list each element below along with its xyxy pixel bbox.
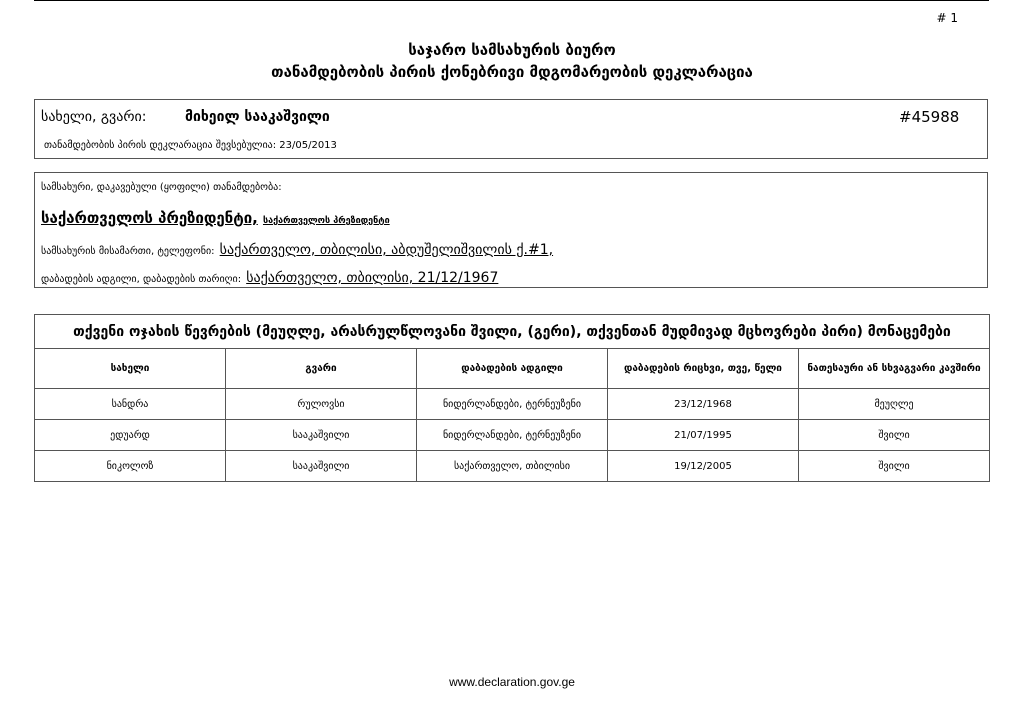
table-cell: შვილი [799, 451, 990, 482]
address-line [41, 239, 553, 258]
column-header: სახელი [35, 349, 226, 389]
footer-url: www.declaration.gov.ge [449, 675, 575, 689]
name-label: სახელი, გვარი: [41, 109, 147, 125]
table-cell: 23/12/1968 [608, 389, 799, 420]
table-cell: შვილი [799, 420, 990, 451]
table-cell: საქართველო, თბილისი [417, 451, 608, 482]
column-header: ნათესაური ან სხვაგვარი კავშირი [799, 349, 990, 389]
birth-line [41, 267, 498, 286]
family-table-caption: თქვენი ოჯახის წევრების (მეუღლე, არასრულწლოვანი შვილი, (გერი), თქვენთან მუდმივად მცხოვრები პირი) მონაცემები [35, 315, 990, 349]
declaration-number: #45988 [899, 108, 960, 126]
employment-box [34, 172, 988, 288]
table-cell: რულოვსი [226, 389, 417, 420]
filled-date: 23/05/2013 [279, 140, 337, 151]
address-label: სამსახურის მისამართი, ტელეფონი: [41, 246, 215, 257]
filled-date-label: თანამდებობის პირის დეკლარაცია შევსებულია: [44, 140, 277, 151]
table-cell: 21/07/1995 [608, 420, 799, 451]
table-cell: ედუარდ [35, 420, 226, 451]
table-cell: ნიდერლანდები, ტერნეუზენი [417, 389, 608, 420]
declaration-title: თანამდებობის პირის ქონებრივი მდგომარეობის დეკლარაცია [271, 63, 753, 81]
position-sub: საქართველოს პრეზიდენტი [262, 216, 390, 226]
table-cell: ნიდერლანდები, ტერნეუზენი [417, 420, 608, 451]
name-value: მიხეილ სააკაშვილი [185, 109, 330, 125]
table-cell: 19/12/2005 [608, 451, 799, 482]
family-table [34, 314, 990, 482]
position-main: საქართველოს პრეზიდენტი, [41, 209, 258, 227]
birth-label: დაბადების ადგილი, დაბადების თარიღი: [41, 274, 242, 285]
address-value: საქართველო, თბილისი, აბდუშელიშვილის ქ.#1, [219, 242, 554, 258]
position-line [41, 208, 390, 227]
top-rule [34, 0, 989, 1]
table-cell: სანდრა [35, 389, 226, 420]
column-header: გვარი [226, 349, 417, 389]
position-label: სამსახური, დაკავებული (ყოფილი) თანამდებობა: [41, 182, 282, 193]
table-cell: სააკაშვილი [226, 420, 417, 451]
birth-value: საქართველო, თბილისი, 21/12/1967 [246, 270, 499, 286]
table-row [35, 389, 990, 420]
bureau-title: საჯარო სამსახურის ბიურო [408, 41, 616, 59]
table-header-row [35, 349, 990, 389]
table-cell: ნიკოლოზ [35, 451, 226, 482]
page-number: # 1 [936, 11, 958, 25]
table-cell: სააკაშვილი [226, 451, 417, 482]
table-row [35, 420, 990, 451]
table-cell: მეუღლე [799, 389, 990, 420]
table-row [35, 451, 990, 482]
person-box [34, 99, 988, 159]
column-header: დაბადების ადგილი [417, 349, 608, 389]
column-header: დაბადების რიცხვი, თვე, წელი [608, 349, 799, 389]
filled-date-line [44, 140, 337, 151]
